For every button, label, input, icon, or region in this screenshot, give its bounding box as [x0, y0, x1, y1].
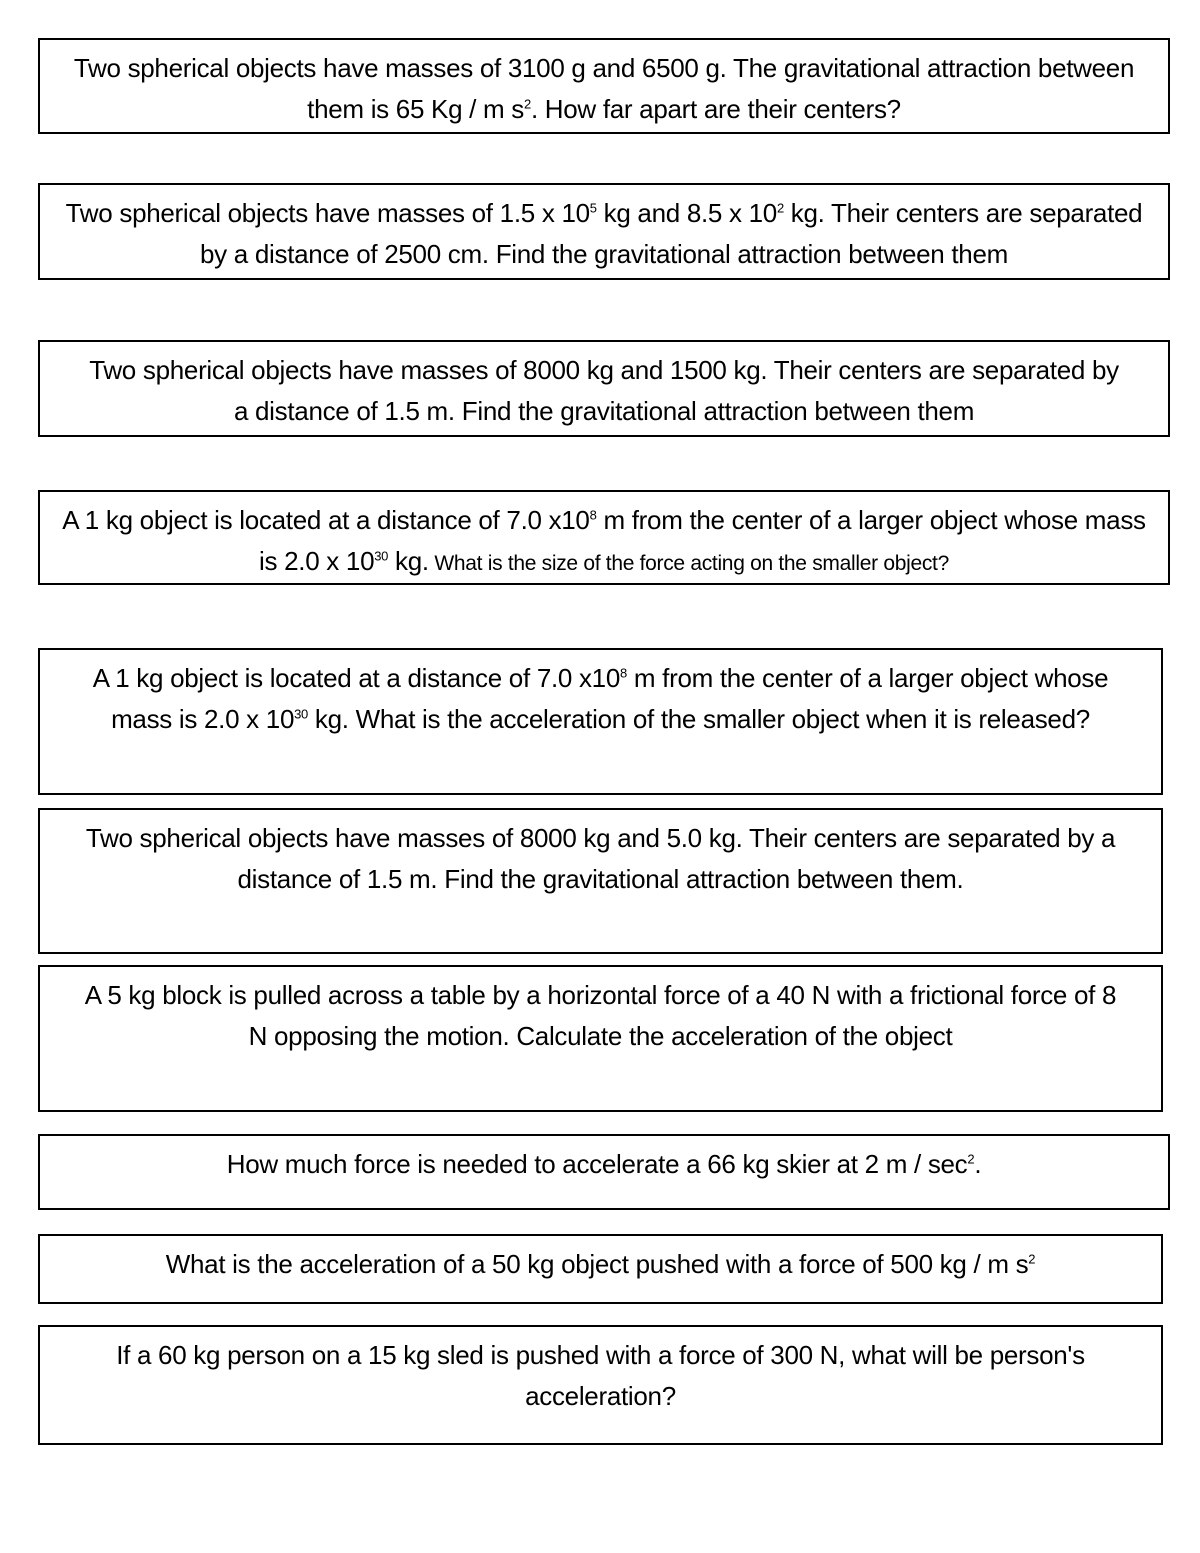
problem-box-1: [38, 38, 1170, 134]
problem-text: A 5 kg block is pulled across a table by a horizontal force of a 40 N with a frictional force of 8 N opposing the motion. Calculate the acceleration of the object: [84, 980, 1117, 1051]
problem-text: Two spherical objects have masses of 8000 kg and 5.0 kg. Their centers are separated by a distance of 1.5 m. Find the gravitational attraction between them.: [85, 823, 1116, 894]
problem-text: A 1 kg object is located at a distance of 7.0 $x10^8$ m from the center of a larger object whose mass is 2.0 x $10^{30}$ kg. What is the size of the force acting on the smaller object?: [62, 505, 1146, 576]
problem-box-10: [38, 1325, 1163, 1445]
problem-box-6: [38, 808, 1163, 954]
problem-text: Two spherical objects have masses of 8000 kg and 1500 kg. Their centers are separated by a distance of 1.5 m. Find the gravitational attraction between them: [89, 355, 1119, 426]
problem-box-2: [38, 183, 1170, 280]
problem-box-3: [38, 340, 1170, 437]
problem-text: A 1 kg object is located at a distance of 7.0 $x10^8$ m from the center of a larger object whose mass is 2.0 x $10^{30}$ kg. What is the acceleration of the smaller object when it is released?: [92, 663, 1109, 734]
problem-box-8: [38, 1134, 1170, 1210]
problem-box-7: [38, 965, 1163, 1112]
problem-text: If a 60 kg person on a 15 kg sled is pushed with a force of 300 N, what will be person's acceleration?: [116, 1340, 1085, 1411]
problem-text: Two spherical objects have masses of 3100 g and 6500 g. The gravitational attraction between them is 65 Kg / m $s^2$. How far apart are their centers?: [73, 53, 1135, 124]
problem-box-4: [38, 490, 1170, 585]
problem-text: Two spherical objects have masses of 1.5 x $10^5$ kg and 8.5 x $10^2$ kg. Their centers are separated by a distance of 2500 cm. Find the gravitational attraction between them: [65, 198, 1143, 269]
problem-box-5: [38, 648, 1163, 795]
problem-box-9: [38, 1234, 1163, 1304]
problem-text: How much force is needed to accelerate a 66 kg skier at 2 m / $\sec^2$.: [226, 1149, 982, 1179]
problem-text: What is the acceleration of a 50 kg object pushed with a force of 500 kg / m $s^2$: [165, 1249, 1036, 1279]
